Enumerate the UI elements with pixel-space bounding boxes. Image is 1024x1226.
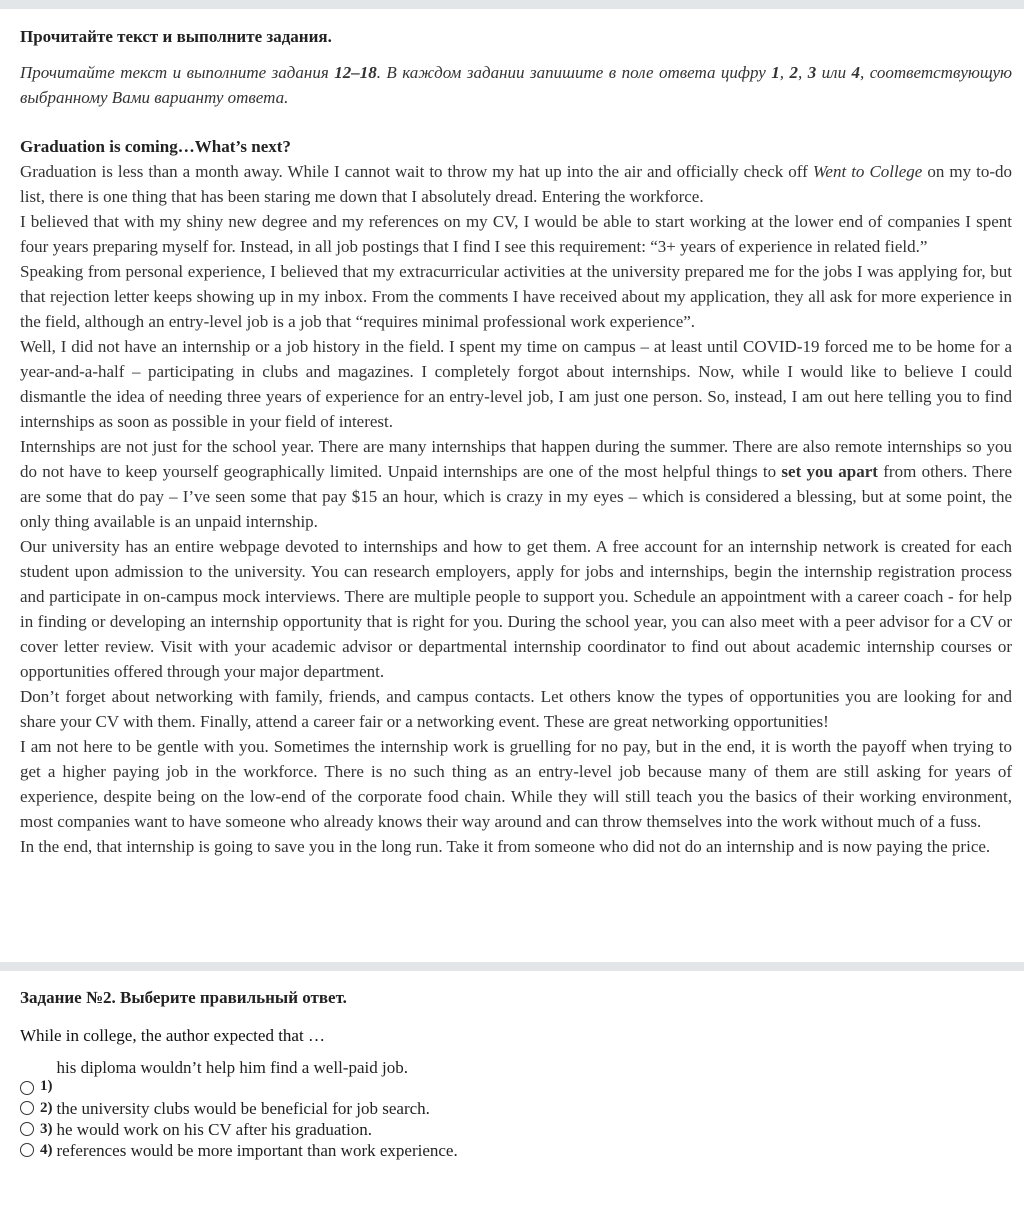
- answer-option-3[interactable]: [20, 1119, 1012, 1140]
- answer-option-1[interactable]: [20, 1057, 1012, 1097]
- italic-phrase: Went to College: [812, 162, 923, 181]
- article-paragraph-6: Our university has an entire webpage devoted to internships and how to get them. A free account for an internship network is created for each student upon admission to the university. You can research employers, apply for jobs and internships, begin the internship registration process and participate in on-campus mock interviews. There are multiple people to support you. Schedule an appointment with a career coach - for help in finding or developing an internship opportunity that is right for you. During the school year, you can also meet with a peer advisor for a CV or cover letter review. Visit with your academic advisor or departmental internship coordinator to find out about academic internship courses or opportunities offered through your major department.: [20, 537, 1012, 681]
- instruction-part: , соответствующую выбранному Вами варианту ответа.: [20, 63, 1013, 107]
- option-number: 3): [40, 1121, 53, 1137]
- top-divider-band: [0, 0, 1024, 9]
- article-paragraph-5: [20, 434, 1012, 534]
- instruction-part: ,: [797, 63, 808, 82]
- instruction-part: . В каждом задании запишите в поле ответа цифру: [376, 63, 772, 82]
- section-divider-band: [0, 962, 1024, 971]
- article-title: Graduation is coming…What’s next?: [20, 137, 291, 156]
- article-paragraph-1: [20, 159, 1012, 209]
- instruction-digit: 2: [789, 63, 798, 82]
- radio-button-icon[interactable]: [20, 1143, 34, 1157]
- instruction-part: или: [816, 63, 852, 82]
- option-number: 2): [40, 1100, 53, 1116]
- instruction-text: [20, 60, 1012, 110]
- article-paragraph-9: In the end, that internship is going to save you in the long run. Take it from someone who did not do an internship and is now paying the price.: [20, 837, 991, 856]
- task-header: Прочитайте текст и выполните задания.: [20, 27, 332, 46]
- article-paragraph-4: Well, I did not have an internship or a job history in the field. I spent my time on campus – at least until COVID-19 forced me to be home for a year-and-a-half – participating in clubs and magazines. I completely forgot about internships. Now, while I would like to believe I could dismantle the idea of needing three years of experience for an entry-level job, I am just one person. So, instead, I am out here telling you to find internships as soon as possible in your field of interest.: [20, 337, 1012, 431]
- question-section: [0, 971, 1024, 1161]
- article-paragraph-8: I am not here to be gentle with you. Sometimes the internship work is gruelling for no pay, but in the end, it is worth the payoff when trying to get a higher paying job in the workforce. There is no such thing as an entry-level job because many of them are still asking for years of experience, despite being on the low-end of the corporate food chain. While they will still teach you the basics of their working environment, most companies want to have someone who already knows their way around and can throw themselves into the work without much of a fuss.: [20, 737, 1012, 831]
- article-paragraph-2: I believed that with my shiny new degree and my references on my CV, I would be able to start working at the lower end of companies I spent four years preparing myself for. Instead, in all job postings that I find I see this requirement: “3+ years of experience in related field.”: [20, 212, 1012, 256]
- instruction-digit: 3: [807, 63, 817, 82]
- paragraph-text: Internships are not just for the school year. There are many internships that happen during the summer. There are also remote internships so you do not have to keep yourself geographically limited. Unpaid internships are one of the most helpful things to: [20, 437, 1012, 481]
- bold-phrase: set you apart: [781, 462, 878, 481]
- question-text: While in college, the author expected that …: [20, 1026, 325, 1045]
- option-text: his diploma wouldn’t help him find a well-paid job.: [56, 1058, 408, 1077]
- article-paragraph-7: Don’t forget about networking with family, friends, and campus contacts. Let others know the types of opportunities you are looking for and share your CV with them. Finally, attend a career fair or a networking event. These are great networking opportunities!: [20, 687, 1012, 731]
- option-number: 1): [40, 1078, 53, 1094]
- reading-section: [0, 9, 1024, 962]
- option-text: the university clubs would be beneficial for job search.: [56, 1099, 430, 1118]
- radio-button-icon[interactable]: [20, 1101, 34, 1115]
- instruction-part: ,: [779, 63, 790, 82]
- article-paragraph-3: Speaking from personal experience, I believed that my extracurricular activities at the university prepared me for the jobs I was applying for, but that rejection letter keeps showing up in my inbox. From the comments I have received about my application, they all ask for more experience in the field, although an entry-level job is a job that “requires minimal professional work experience”.: [20, 262, 1012, 331]
- instruction-digit: 1: [771, 63, 780, 82]
- option-text: references would be more important than work experience.: [56, 1141, 458, 1160]
- instruction-digit: 4: [851, 63, 861, 82]
- radio-button-icon[interactable]: [20, 1122, 34, 1136]
- answer-option-2[interactable]: [20, 1098, 1012, 1119]
- option-number: 4): [40, 1142, 53, 1158]
- paragraph-text: from others. There are some that do pay – I’ve seen some that pay $15 an hour, which is crazy in my eyes – which is considered a blessing, but at some point, the only thing available is an unpaid internship.: [20, 462, 1013, 531]
- paragraph-text: on my to-do list, there is one thing that has been staring me down that I absolutely dread. Entering the workforce.: [20, 162, 1013, 206]
- paragraph-text: Graduation is less than a month away. While I cannot wait to throw my hat up into the air and officially check off: [20, 162, 813, 181]
- radio-button-icon[interactable]: [20, 1081, 34, 1095]
- instruction-range: 12–18: [334, 63, 377, 82]
- question-header: Задание №2. Выберите правильный ответ.: [20, 988, 347, 1007]
- answer-option-4[interactable]: [20, 1140, 1012, 1161]
- option-text: he would work on his CV after his graduation.: [56, 1120, 373, 1139]
- instruction-part: Прочитайте текст и выполните задания: [20, 63, 335, 82]
